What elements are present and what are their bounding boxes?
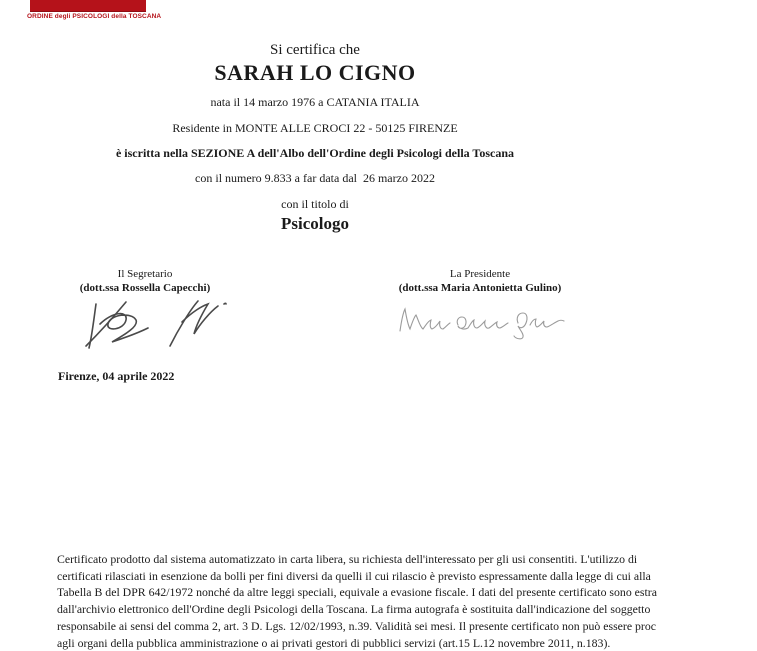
legal-line: dall'archivio elettronico dell'Ordine degli Psicologi della Toscana. La firma autografa è sostituita dall'indicazione del soggetto [57,602,651,617]
president-block [380,267,580,295]
president-name: (dott.ssa Maria Antonietta Gulino) [398,282,562,294]
logo-banner-image [30,0,146,12]
legal-line: responsabile ai sensi del comma 2, art. 3 D. Lgs. 12/02/1993, n.39. Validità sei mesi. Il presente certificato non può essere proc [57,618,656,633]
legal-line: agli organi della pubblica amministrazione o ai privati gestori di pubblici servizi (art.15 L.12 novembre 2011, n.183). [57,635,611,650]
president-signature-image [396,303,568,341]
birth-line: nata il 14 marzo 1976 a CATANIA ITALIA [210,95,420,109]
president-role: La Presidente [449,268,511,280]
legal-line: certificati rilasciati in esenzione da bolli per fini diversi da quelli il cui rilascio è previsto espressamente dalla legge di cui alla [57,568,651,583]
legal-line: Certificato prodotto dal sistema automatizzato in carta libera, su richiesta dell'interessato per gli usi consentiti. L'utilizzo di [57,552,638,566]
holder-name: SARAH LO CIGNO [214,60,416,85]
registration-line: è iscritta nella SEZIONE A dell'Albo dell'Ordine degli Psicologi della Toscana [115,146,515,160]
residence-line: Residente in MONTE ALLE CROCI 22 - 50125 FIRENZE [172,121,458,135]
logo-caption: ORDINE degli PSICOLOGI della TOSCANA [27,13,162,20]
professional-title: Psicologo [281,214,349,233]
secretary-role: Il Segretario [117,268,173,280]
place-date: Firenze, 04 aprile 2022 [58,369,175,383]
legal-text [57,551,757,651]
secretary-name: (dott.ssa Rossella Capecchi) [79,282,211,294]
certify-intro: Si certifica che [270,42,360,58]
secretary-signature-image [82,296,237,352]
number-line: con il numero 9.833 a far data dal 26 marzo 2022 [195,171,435,185]
legal-line: Tabella B del DPR 642/1972 nonché da altre leggi speciali, equivale a evasione fiscale. I dati del presente certificato sono estra [57,585,657,600]
title-intro: con il titolo di [281,197,349,211]
secretary-block [45,267,245,295]
